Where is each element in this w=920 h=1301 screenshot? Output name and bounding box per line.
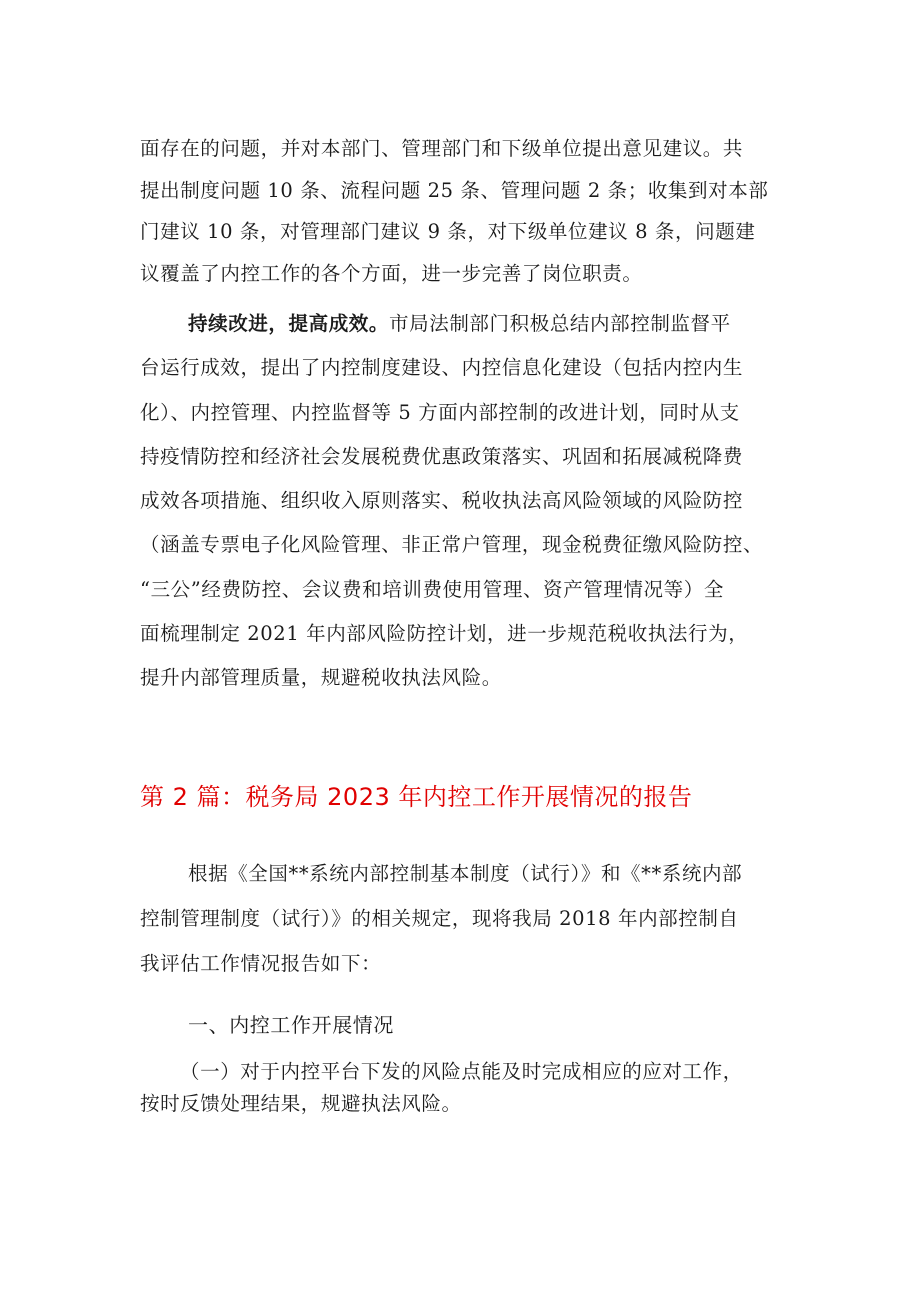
text-line: 议覆盖了内控工作的各个方面，进一步完善了岗位职责。 (140, 261, 643, 285)
text-line: 控制管理制度（试行）》的相关规定，现将我局 2018 年内部控制自 (140, 907, 739, 930)
text-run: 市局法制部门积极总结内部控制监督平 (389, 312, 731, 335)
text-line: 台运行成效，提出了内控制度建设、内控信息化建设（包括内控内生 (140, 356, 744, 380)
paragraph-report-intro (140, 851, 790, 986)
text-line: 提升内部管理质量，规避税收执法风险。 (140, 666, 502, 690)
text-line: 门建议 10 条，对管理部门建议 9 条，对下级单位建议 8 条，问题建 (140, 220, 756, 243)
paragraph-issues-summary (140, 128, 790, 294)
text-line: “三公”经费防控、会议费和培训费使用管理、资产管理情况等）全 (140, 577, 724, 601)
text-line: 化）、内控管理、内控监督等 5 方面内部控制的改进计划，同时从支 (140, 400, 740, 424)
text-line (140, 302, 790, 346)
paragraph-lead-bold: 持续改进，提高成效。 (188, 312, 390, 335)
text-line: 持疫情防控和经济社会发展税费优惠政策落实、巩固和拓展减税降费 (140, 444, 744, 468)
paragraph-continuous-improvement (140, 302, 790, 701)
text-line: 面存在的问题，并对本部门、管理部门和下级单位提出意见建议。共 (140, 137, 744, 160)
text-line: （涵盖专票电子化风险管理、非正常户管理，现金税费征缴风险防控、 (140, 533, 764, 557)
paragraph-risk-response (140, 1056, 790, 1120)
text-line: 我评估工作情况报告如下： (140, 952, 382, 975)
text-line: 提出制度问题 10 条、流程问题 25 条、管理问题 2 条；收集到对本部 (140, 178, 769, 202)
text-line: 按时反馈处理结果，规避执法风险。 (140, 1092, 462, 1115)
text-line: 根据《全国**系统内部控制基本制度（试行）》和《**系统内部 (188, 862, 743, 885)
subsection-title: 一、内控工作开展情况 (188, 1013, 394, 1037)
text-line: 面梳理制定 2021 年内部风险防控计划，进一步规范税收执法行为， (140, 622, 749, 646)
section-heading-red: 第 2 篇：税务局 2023 年内控工作开展情况的报告 (140, 783, 693, 811)
text-line: （一）对于内控平台下发的风险点能及时完成相应的应对工作， (180, 1060, 743, 1083)
text-line: 成效各项措施、组织收入原则落实、税收执法高风险领域的风险防控 (140, 489, 744, 513)
